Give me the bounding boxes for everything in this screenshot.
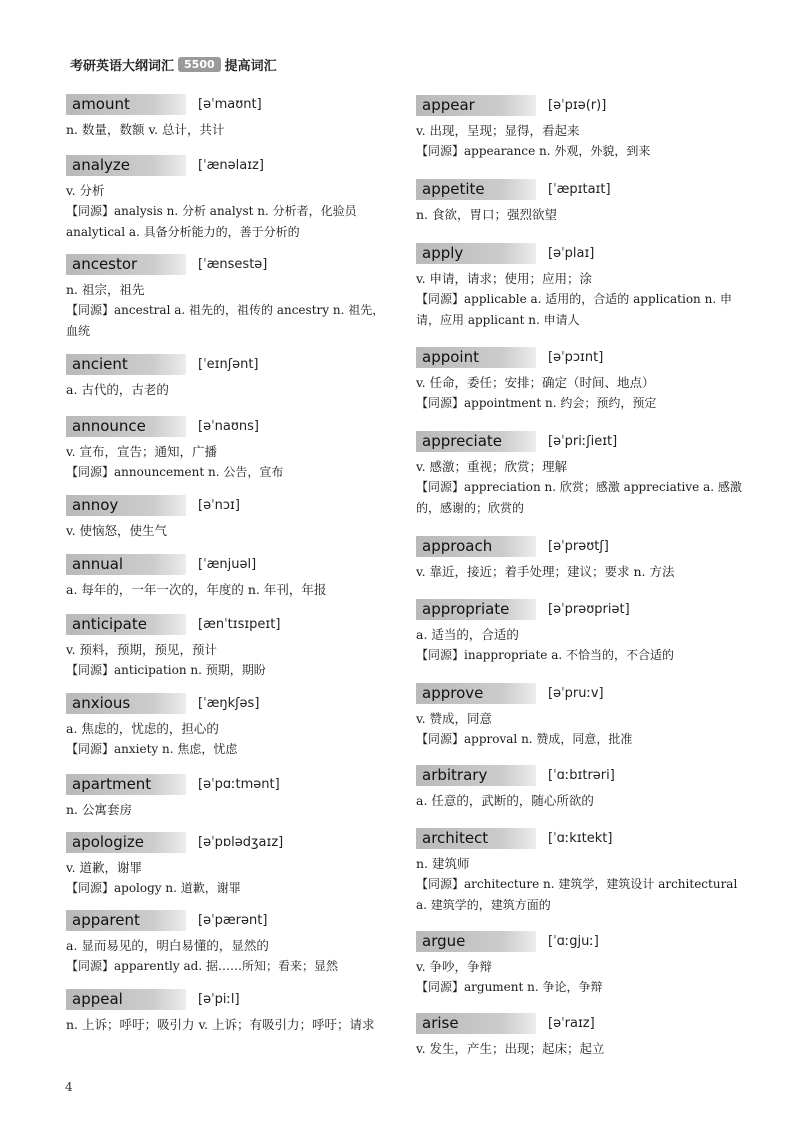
related-words: 【同源】ancestral a. 祖先的，祖传的 ancestry n. 祖先，血统	[66, 303, 385, 338]
phonetic: [ˈæpɪtaɪt]	[548, 182, 611, 197]
headword: annual	[66, 554, 186, 575]
phonetic: [ænˈtɪsɪpeɪt]	[198, 617, 281, 632]
entry-annoy	[66, 495, 396, 541]
entry-heading	[416, 931, 746, 952]
headword: appeal	[66, 989, 186, 1010]
phonetic: [əˈprəʊtʃ]	[548, 539, 609, 554]
phonetic: [ˈæŋkʃəs]	[198, 696, 260, 711]
phonetic: [əˈpriːʃieɪt]	[548, 434, 618, 449]
entry-heading	[66, 554, 396, 575]
definition: v. 使恼怒，使生气	[66, 523, 168, 538]
phonetic: [əˈnaʊns]	[198, 419, 259, 434]
phonetic: [əˈprəʊpriət]	[548, 602, 630, 617]
related-words: 【同源】anticipation n. 预期，期盼	[66, 663, 266, 677]
headword: analyze	[66, 155, 186, 176]
entry-heading	[66, 614, 396, 635]
phonetic: [əˈnɔɪ]	[198, 498, 240, 513]
entry-appoint	[416, 347, 746, 414]
phonetic: [ˈɑːgjuː]	[548, 934, 599, 949]
entry-analyze	[66, 155, 396, 243]
headword: anticipate	[66, 614, 186, 635]
definition: n. 建筑师	[416, 856, 470, 871]
phonetic: [əˈraɪz]	[548, 1016, 595, 1031]
header-title: 考研英语大纲词汇	[70, 58, 175, 74]
entry-heading	[416, 599, 746, 620]
entry-anticipate	[66, 614, 396, 681]
entry-heading	[66, 832, 396, 853]
entry-annual	[66, 554, 396, 600]
entry-approach	[416, 536, 746, 582]
phonetic: [əˈmaʊnt]	[198, 97, 262, 112]
definition: v. 预料，预期，预见，预计	[66, 642, 218, 657]
phonetic: [ˈɑːbɪtrəri]	[548, 768, 615, 783]
headword: arise	[416, 1013, 536, 1034]
entry-heading	[416, 683, 746, 704]
entry-heading	[416, 536, 746, 557]
related-words: 【同源】architecture n. 建筑学，建筑设计 architectural a. 建筑学的，建筑方面的	[416, 877, 738, 912]
headword: architect	[416, 828, 536, 849]
entry-heading	[416, 347, 746, 368]
definition: v. 靠近，接近；着手处理；建议；要求 n. 方法	[416, 564, 675, 579]
related-words: 【同源】inappropriate a. 不恰当的，不合适的	[416, 648, 674, 662]
related-words: 【同源】announcement n. 公告，宣布	[66, 465, 284, 479]
related-words: 【同源】appearance n. 外观，外貌，到来	[416, 144, 651, 158]
headword: appear	[416, 95, 536, 116]
entry-apparent	[66, 910, 396, 977]
headword: arbitrary	[416, 765, 536, 786]
entry-heading	[416, 431, 746, 452]
entry-appetite	[416, 179, 746, 225]
headword: approve	[416, 683, 536, 704]
entry-heading	[66, 910, 396, 931]
related-words: 【同源】applicable a. 适用的，合适的 application n. 申请，应用 applicant n. 申请人	[416, 292, 732, 327]
phonetic: [əˈpɑːtmənt]	[198, 777, 280, 792]
entry-arise	[416, 1013, 746, 1059]
definition: n. 祖宗，祖先	[66, 282, 145, 297]
phonetic: [əˈpiːl]	[198, 992, 240, 1007]
definition: a. 古代的，古老的	[66, 382, 169, 397]
entry-heading	[66, 354, 396, 375]
phonetic: [əˈpruːv]	[548, 686, 604, 701]
related-words: 【同源】analysis n. 分析 analyst n. 分析者，化验员 analytical a. 具备分析能力的，善于分析的	[66, 204, 357, 239]
related-words: 【同源】anxiety n. 焦虑，忧虑	[66, 742, 238, 756]
headword: apply	[416, 243, 536, 264]
entry-ancestor	[66, 254, 396, 342]
page-number: 4	[65, 1080, 73, 1094]
entry-ancient	[66, 354, 396, 400]
phonetic: [ˈænsestə]	[198, 257, 268, 272]
entry-heading	[66, 495, 396, 516]
phonetic: [əˈpɪə(r)]	[548, 98, 607, 113]
headword: annoy	[66, 495, 186, 516]
running-header	[70, 53, 277, 75]
entry-apply	[416, 243, 746, 331]
headword: appreciate	[416, 431, 536, 452]
entry-arbitrary	[416, 765, 746, 811]
definition: v. 任命，委任；安排；确定（时间、地点）	[416, 375, 655, 390]
headword: ancient	[66, 354, 186, 375]
entry-anxious	[66, 693, 396, 760]
headword: announce	[66, 416, 186, 437]
definition: a. 适当的，合适的	[416, 627, 519, 642]
phonetic: [ˈeɪnʃənt]	[198, 357, 259, 372]
definition: v. 申请，请求；使用；应用；涂	[416, 271, 593, 286]
entry-heading	[416, 765, 746, 786]
entry-heading	[416, 828, 746, 849]
headword: appropriate	[416, 599, 536, 620]
entry-appear	[416, 95, 746, 162]
entry-heading	[66, 94, 396, 115]
entry-announce	[66, 416, 396, 483]
entry-heading	[66, 155, 396, 176]
entry-argue	[416, 931, 746, 998]
definition: v. 争吵，争辩	[416, 959, 493, 974]
entry-heading	[416, 1013, 746, 1034]
definition: a. 每年的，一年一次的，年度的 n. 年刊，年报	[66, 582, 327, 597]
entry-heading	[416, 179, 746, 200]
entry-heading	[66, 989, 396, 1010]
phonetic: [ˈænjuəl]	[198, 557, 257, 572]
definition: v. 赞成，同意	[416, 711, 493, 726]
headword: apologize	[66, 832, 186, 853]
definition: a. 焦虑的，忧虑的，担心的	[66, 721, 219, 736]
definition: n. 数量，数额 v. 总计，共计	[66, 122, 225, 137]
definition: v. 发生，产生；出现；起床；起立	[416, 1041, 605, 1056]
definition: n. 上诉；呼吁；吸引力 v. 上诉；有吸引力；呼吁；请求	[66, 1017, 375, 1032]
related-words: 【同源】approval n. 赞成，同意，批准	[416, 732, 633, 746]
entry-heading	[66, 416, 396, 437]
headword: appetite	[416, 179, 536, 200]
entry-heading	[66, 774, 396, 795]
related-words: 【同源】appointment n. 约会；预约，预定	[416, 396, 657, 410]
definition: a. 任意的，武断的，随心所欲的	[416, 793, 594, 808]
headword: approach	[416, 536, 536, 557]
definition: n. 公寓套房	[66, 802, 132, 817]
definition: v. 感激；重视；欣赏；理解	[416, 459, 568, 474]
entry-heading	[66, 254, 396, 275]
related-words: 【同源】apology n. 道歉，谢罪	[66, 881, 241, 895]
entry-amount	[66, 94, 396, 140]
entry-heading	[66, 693, 396, 714]
definition: v. 宣布，宣告；通知，广播	[66, 444, 218, 459]
definition: v. 出现，呈现；显得，看起来	[416, 123, 580, 138]
definition: v. 分析	[66, 183, 105, 198]
definition: a. 显而易见的，明白易懂的，显然的	[66, 938, 269, 953]
definition: n. 食欲，胃口；强烈欲望	[416, 207, 557, 222]
entry-heading	[416, 95, 746, 116]
entry-approve	[416, 683, 746, 750]
entry-appreciate	[416, 431, 746, 519]
headword: anxious	[66, 693, 186, 714]
headword: apartment	[66, 774, 186, 795]
entry-appeal	[66, 989, 396, 1035]
phonetic: [ˈɑːkɪtekt]	[548, 831, 613, 846]
headword: ancestor	[66, 254, 186, 275]
phonetic: [əˈpærənt]	[198, 913, 268, 928]
entry-heading	[416, 243, 746, 264]
headword: amount	[66, 94, 186, 115]
phonetic: [əˈpɒlədʒaɪz]	[198, 835, 284, 850]
definition: v. 道歉，谢罪	[66, 860, 143, 875]
phonetic: [ˈænəlaɪz]	[198, 158, 264, 173]
related-words: 【同源】appreciation n. 欣赏；感激 appreciative a. 感激的，感谢的；欣赏的	[416, 480, 742, 515]
related-words: 【同源】argument n. 争论，争辩	[416, 980, 603, 994]
entry-apologize	[66, 832, 396, 899]
headword: apparent	[66, 910, 186, 931]
entry-apartment	[66, 774, 396, 820]
entry-architect	[416, 828, 746, 916]
related-words: 【同源】apparently ad. 据……所知；看来；显然	[66, 959, 338, 973]
phonetic: [əˈpɔɪnt]	[548, 350, 604, 365]
header-badge: 5500	[178, 57, 221, 72]
phonetic: [əˈplaɪ]	[548, 246, 595, 261]
header-subtitle: 提高词汇	[224, 58, 277, 74]
headword: appoint	[416, 347, 536, 368]
headword: argue	[416, 931, 536, 952]
entry-appropriate	[416, 599, 746, 666]
